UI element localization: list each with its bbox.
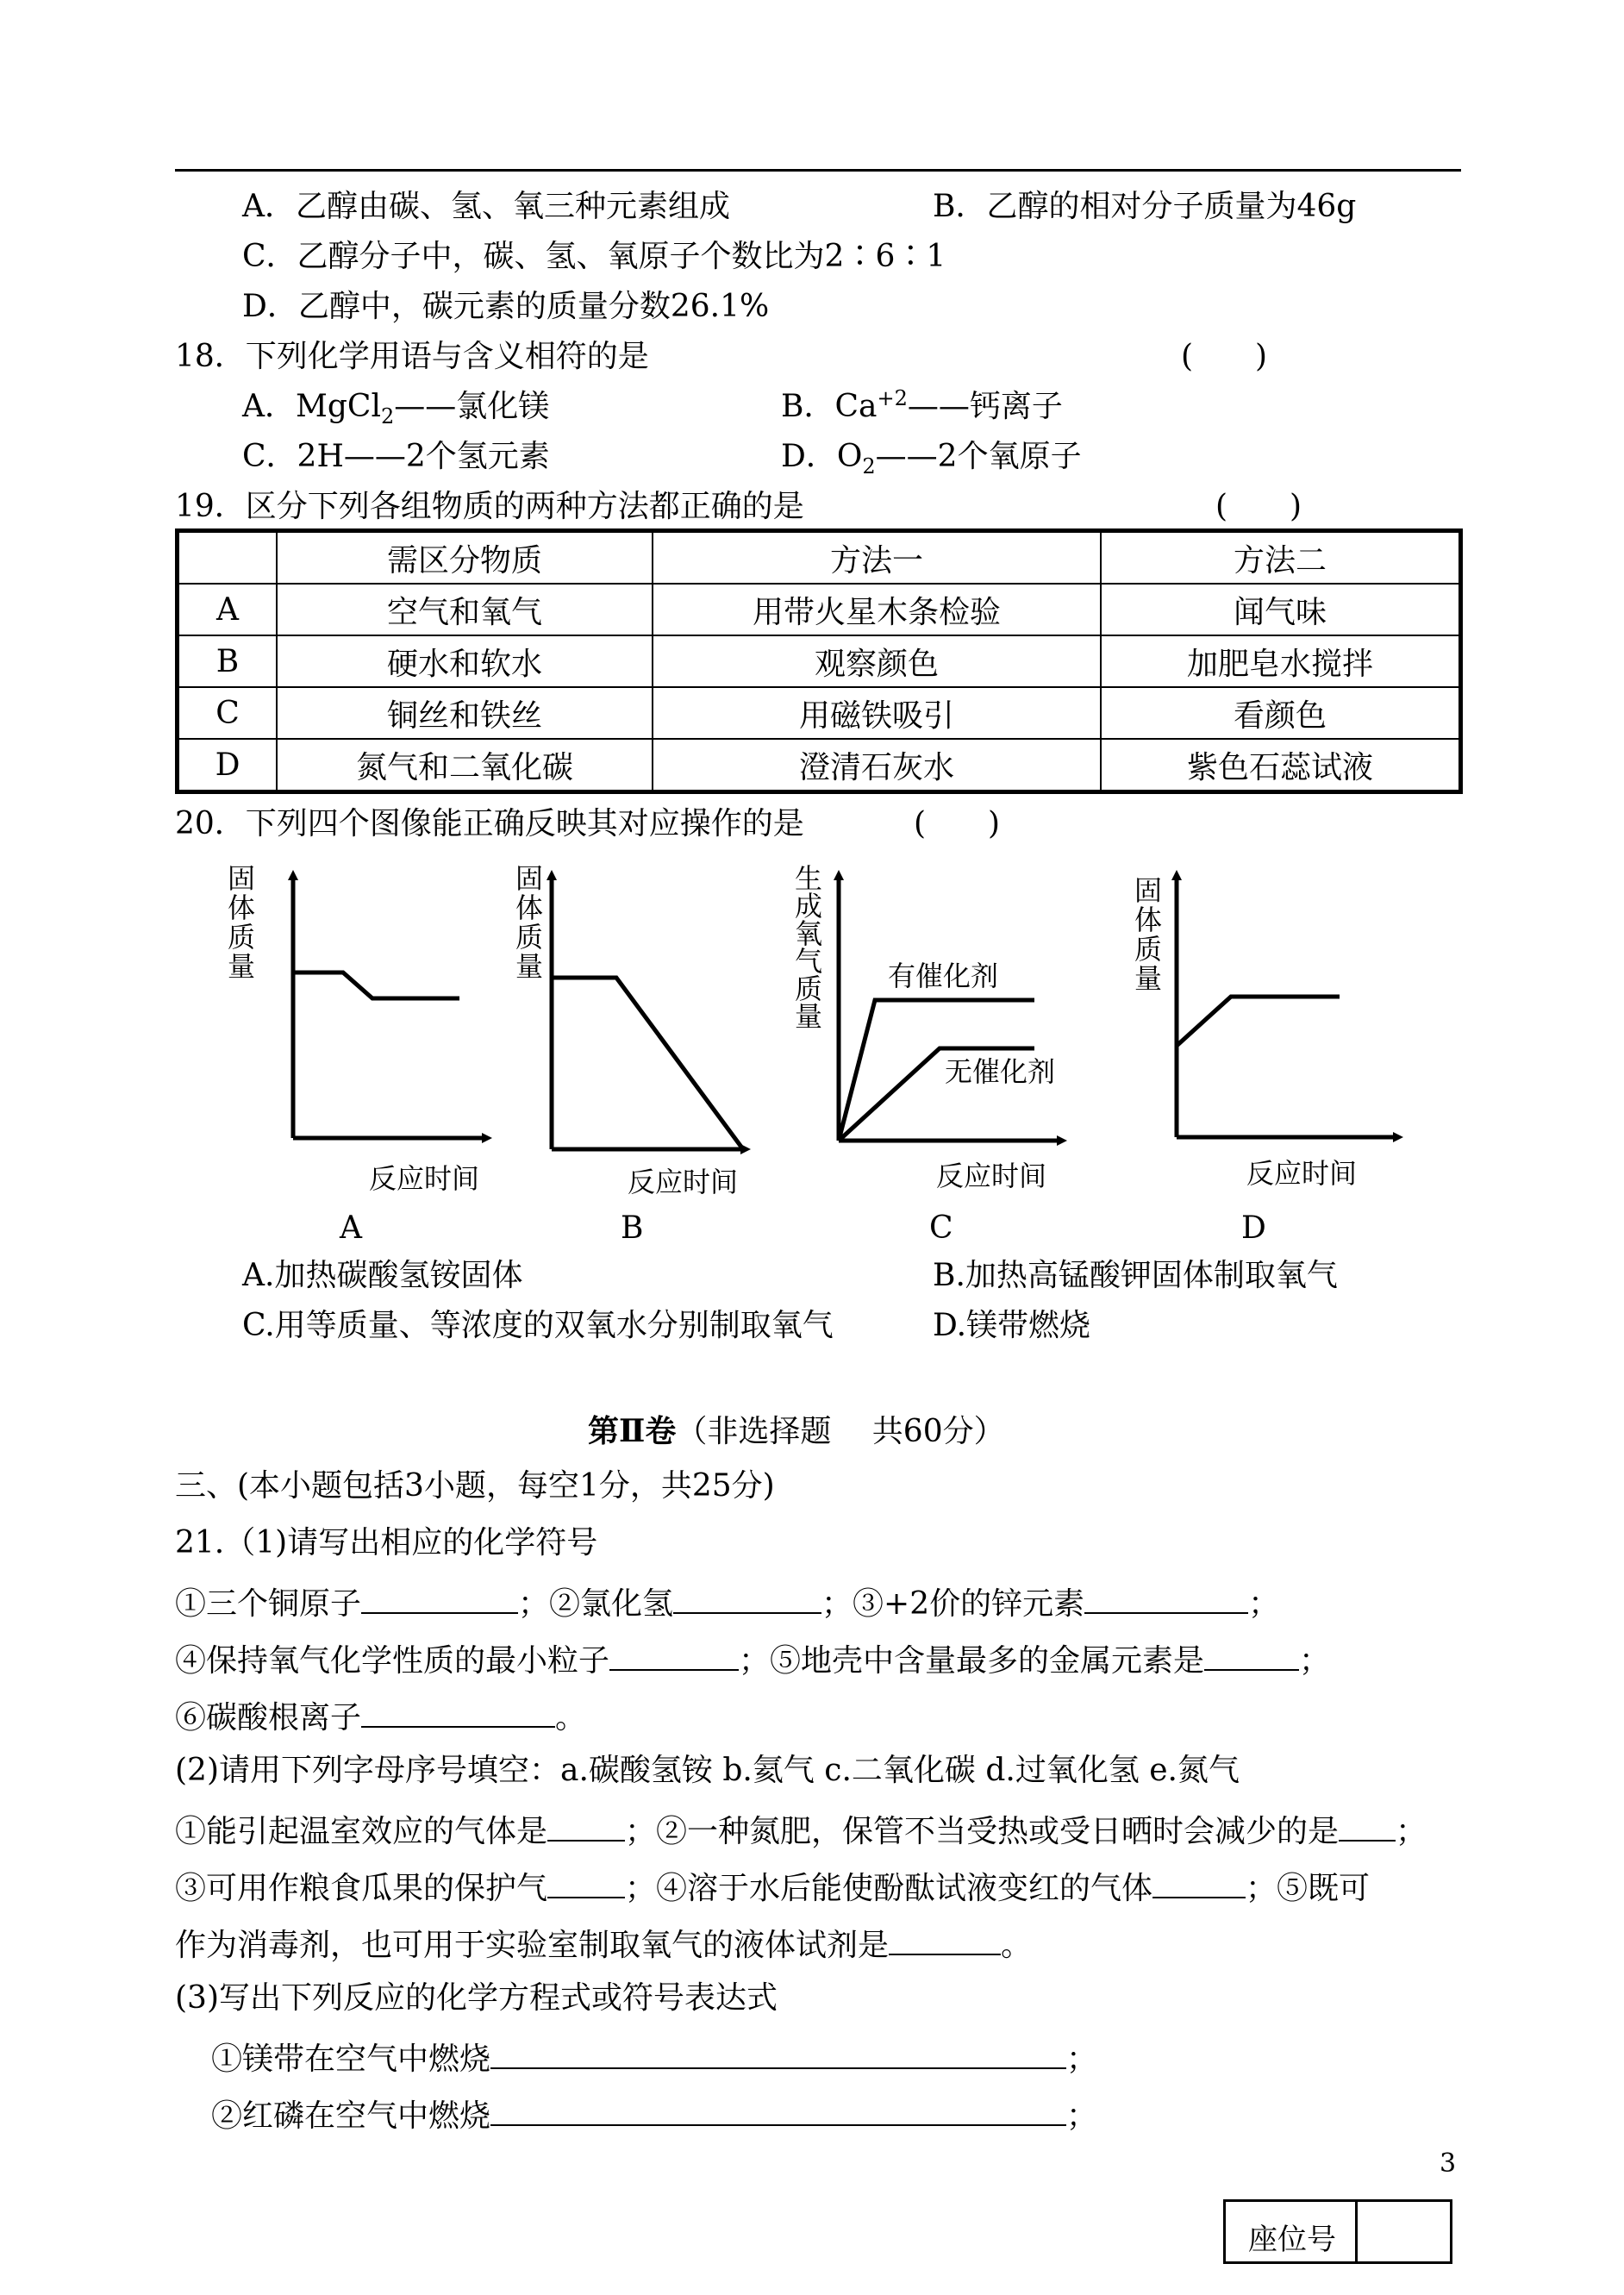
table-cell: 闻气味 xyxy=(1101,584,1461,635)
y-label-char: 质 xyxy=(1134,933,1163,966)
q21-equation-2: ②红磷在空气中燃烧 ； xyxy=(211,2093,1097,2136)
q20-stem: 20．下列四个图像能正确反映其对应操作的是 xyxy=(175,806,804,841)
y-label-char: 质 xyxy=(228,921,256,954)
table-row xyxy=(178,635,1461,687)
q18-stem: 18．下列化学用语与含义相符的是 xyxy=(175,339,649,374)
graph-caption: D xyxy=(1241,1210,1266,1246)
q21-line-2: ④保持氧气化学性质的最小粒子 ；⑤地壳中含量最多的金属元素是 ； xyxy=(175,1638,1330,1680)
answer-blank[interactable] xyxy=(361,1695,555,1728)
q21-part2: (2)请用下列字母序号填空：a.碳酸氢铵 b.氦气 c.二氧化碳 d.过氧化氢 e.氮气 xyxy=(175,1753,1240,1788)
y-label-char: 量 xyxy=(795,1000,823,1033)
graph-a xyxy=(228,862,487,1246)
answer-blank[interactable] xyxy=(1152,1866,1246,1898)
table-row xyxy=(178,584,1461,635)
section-subtitle: （非选择题 共60分） xyxy=(676,1414,1005,1449)
table-cell: D xyxy=(178,739,278,792)
table-cell: 硬水和软水 xyxy=(277,635,653,687)
table-cell: 用带火星木条检验 xyxy=(653,584,1101,635)
table-cell: C xyxy=(178,687,278,739)
table-header-cell xyxy=(178,531,278,585)
answer-blank[interactable] xyxy=(490,2093,1066,2126)
graph-caption: B xyxy=(621,1210,644,1246)
table-cell: 氮气和二氧化碳 xyxy=(277,739,653,792)
y-label-char: 固 xyxy=(515,862,544,895)
q21-line-5: ③可用作粮食瓜果的保护气 ；④溶于水后能使酚酞试液变红的气体 ；⑤既可 xyxy=(175,1866,1370,1908)
q19-table xyxy=(175,528,1463,794)
q21-line-4: ①能引起温室效应的气体是 ；②一种氮肥，保管不当受热或受日晒时会减少的是 ； xyxy=(175,1809,1427,1851)
table-cell: 紫色石蕊试液 xyxy=(1101,739,1461,792)
series-label-without-catalyst: 无催化剂 xyxy=(945,1055,1056,1088)
q19-answer-paren: ( ) xyxy=(1215,489,1302,524)
y-label-char: 体 xyxy=(1134,904,1163,936)
answer-blank[interactable] xyxy=(547,1866,625,1898)
seat-label: 座位号 xyxy=(1248,2223,1336,2257)
answer-blank[interactable] xyxy=(673,1581,821,1614)
answer-blank[interactable] xyxy=(490,2036,1066,2069)
curve-d xyxy=(1177,997,1340,1046)
section-heading xyxy=(588,1412,1005,1451)
y-axis-label xyxy=(228,862,255,983)
x-axis-label: 反应时间 xyxy=(936,1160,1047,1192)
q17-option-d: D．乙醇中，碳元素的质量分数26.1% xyxy=(242,289,770,324)
table-header-cell: 需区分物质 xyxy=(277,531,653,585)
y-label-char: 体 xyxy=(515,891,544,924)
y-label-char: 生 xyxy=(795,862,823,895)
y-label-char: 质 xyxy=(515,921,544,954)
x-axis-label: 反应时间 xyxy=(1246,1157,1358,1190)
answer-blank[interactable] xyxy=(889,1923,1001,1955)
table-cell: 观察颜色 xyxy=(653,635,1101,687)
section-title: 第Ⅱ卷 xyxy=(588,1413,677,1449)
graph-caption: A xyxy=(340,1210,362,1246)
series-label-with-catalyst: 有催化剂 xyxy=(888,960,999,992)
q20-answer-paren: ( ) xyxy=(914,806,1001,841)
q21-part1: 21.（1)请写出相应的化学符号 xyxy=(175,1525,598,1560)
q18-answer-paren: ( ) xyxy=(1181,339,1268,374)
y-label-char: 固 xyxy=(1134,874,1163,907)
q21-line-1: ①三个铜原子 ；②氯化氢 ；③+2价的锌元素 ； xyxy=(175,1581,1279,1623)
x-axis-label: 反应时间 xyxy=(369,1162,480,1195)
table-row xyxy=(178,687,1461,739)
graph-b xyxy=(515,862,746,1246)
curve-b xyxy=(552,978,743,1149)
q18-option-a: A．MgCl$_2$——氯化镁 xyxy=(242,389,550,429)
table-cell: A xyxy=(178,584,278,635)
table-cell: 空气和氧气 xyxy=(277,584,653,635)
seat-number-box xyxy=(1223,2199,1452,2264)
table-cell: 加肥皂水搅拌 xyxy=(1101,635,1461,687)
answer-blank[interactable] xyxy=(1084,1581,1248,1614)
q21-equation-1: ①镁带在空气中燃烧 ； xyxy=(211,2036,1097,2079)
q18-option-c: C．2H——2个氢元素 xyxy=(242,439,550,474)
q19-stem: 19．区分下列各组物质的两种方法都正确的是 xyxy=(175,489,804,524)
y-label-char: 量 xyxy=(515,950,544,983)
seat-divider xyxy=(1355,2202,1358,2261)
y-axis-label xyxy=(795,862,822,1033)
y-axis-label xyxy=(1134,874,1162,995)
answer-blank[interactable] xyxy=(1204,1638,1299,1671)
y-axis-label xyxy=(515,862,543,983)
part3-heading: 三、(本小题包括3小题，每空1分，共25分) xyxy=(175,1468,775,1504)
q18-option-d: D．$O_2——2$个氧原子 xyxy=(781,439,1082,479)
y-label-char: 氧 xyxy=(795,917,823,950)
answer-blank[interactable] xyxy=(609,1638,739,1671)
table-cell: 用磁铁吸引 xyxy=(653,687,1101,739)
table-cell: B xyxy=(178,635,278,687)
table-header-cell: 方法二 xyxy=(1101,531,1461,585)
curve-a xyxy=(293,972,459,998)
table-cell: 看颜色 xyxy=(1101,687,1461,739)
table-row xyxy=(178,739,1461,792)
graph-c xyxy=(795,862,1062,1246)
q17-option-a: A．乙醇由碳、氢、氧三种元素组成 xyxy=(242,189,730,224)
y-label-char: 成 xyxy=(795,890,823,922)
answer-blank[interactable] xyxy=(361,1581,518,1614)
y-label-char: 体 xyxy=(228,891,256,924)
answer-blank[interactable] xyxy=(1339,1809,1396,1842)
y-label-char: 气 xyxy=(795,945,823,978)
q21-line-3: ⑥碳酸根离子 。 xyxy=(175,1695,586,1737)
table-header-row xyxy=(178,531,1461,585)
q18-option-b: B．$Ca^{+2}——$钙离子 xyxy=(781,386,1063,424)
y-label-char: 质 xyxy=(795,972,823,1005)
table-header-cell: 方法一 xyxy=(653,531,1101,585)
q20-option-a: A.加热碳酸氢铵固体 xyxy=(242,1258,523,1293)
page-number: 3 xyxy=(1440,2148,1457,2179)
q21-part3: (3)写出下列反应的化学方程式或符号表达式 xyxy=(175,1980,778,2016)
table-cell: 澄清石灰水 xyxy=(653,739,1101,792)
graph-caption: C xyxy=(929,1210,953,1246)
table-cell: 铜丝和铁丝 xyxy=(277,687,653,739)
y-label-char: 量 xyxy=(228,950,256,983)
y-label-char: 固 xyxy=(228,862,256,895)
top-rule xyxy=(175,169,1461,172)
q20-graphs xyxy=(0,854,1624,1259)
graph-d xyxy=(1134,874,1398,1246)
x-axis-label: 反应时间 xyxy=(628,1166,739,1198)
y-label-char: 量 xyxy=(1134,962,1163,995)
q17-option-b: B．乙醇的相对分子质量为46g xyxy=(933,189,1357,224)
answer-blank[interactable] xyxy=(547,1809,625,1842)
q21-line-6: 作为消毒剂，也可用于实验室制取氧气的液体试剂是 。 xyxy=(175,1923,1032,1965)
q20-option-d: D.镁带燃烧 xyxy=(933,1308,1091,1343)
q17-option-c: C．乙醇分子中，碳、氢、氧原子个数比为2∶6∶1 xyxy=(242,239,946,274)
q20-option-b: B.加热高锰酸钾固体制取氧气 xyxy=(933,1258,1338,1293)
q20-option-c: C.用等质量、等浓度的双氧水分别制取氧气 xyxy=(242,1308,834,1343)
